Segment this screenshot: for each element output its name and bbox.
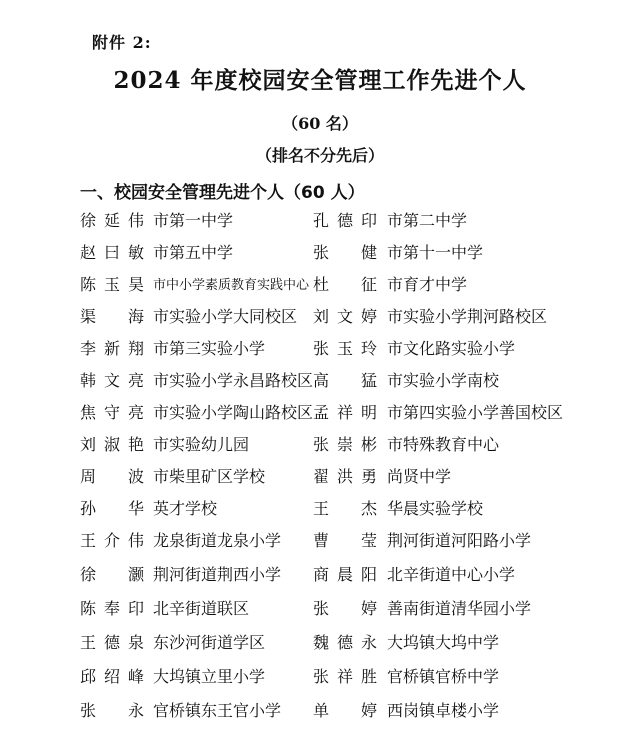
- awardee-school: 市特殊教育中心: [387, 435, 500, 454]
- ranking-note: （排名不分先后）: [255, 146, 384, 165]
- awardee-name: 孟祥明: [313, 403, 377, 422]
- awardee-name: 张祥胜: [313, 667, 377, 686]
- attachment-label: 附件 2:: [92, 33, 152, 52]
- awardee-name: 徐延伟: [80, 211, 144, 230]
- awardee-name: 韩文亮: [80, 371, 144, 390]
- awardee-list: [0, 200, 640, 724]
- awardee-name: 孙 华: [80, 499, 144, 518]
- awardee-row: [0, 328, 640, 360]
- awardee-row: [0, 588, 640, 622]
- awardee-row: [0, 488, 640, 520]
- awardee-row: [0, 296, 640, 328]
- awardee-name: 张 永: [80, 701, 144, 720]
- awardee-name: 魏德永: [313, 633, 377, 652]
- awardee-school: 市实验幼儿园: [153, 435, 250, 454]
- awardee-school: 市实验小学大同校区: [153, 307, 298, 326]
- awardee-name: 王介伟: [80, 531, 144, 550]
- awardee-school: 荆河街道河阳路小学: [387, 531, 532, 550]
- awardee-school: 善南街道清华园小学: [387, 599, 532, 618]
- awardee-school: 大坞镇立里小学: [153, 667, 266, 686]
- awardee-school: 大坞镇大坞中学: [387, 633, 500, 652]
- awardee-school: 市实验小学陶山路校区: [153, 403, 314, 422]
- awardee-name: 王 杰: [313, 499, 377, 518]
- awardee-name: 李新翔: [80, 339, 144, 358]
- awardee-row: [0, 656, 640, 690]
- awardee-row: [0, 360, 640, 392]
- awardee-school: 英才学校: [153, 499, 218, 518]
- awardee-row: [0, 456, 640, 488]
- awardee-school: 市第一中学: [153, 211, 234, 230]
- awardee-name: 渠 海: [80, 307, 144, 326]
- awardee-school: 西岗镇卓楼小学: [387, 701, 500, 720]
- awardee-name: 孔德印: [313, 211, 377, 230]
- awardee-school: 华晨实验学校: [387, 499, 484, 518]
- awardee-row: [0, 622, 640, 656]
- awardee-name: 杜 征: [313, 275, 377, 294]
- awardee-name: 张 婷: [313, 599, 377, 618]
- award-count: （60 名）: [282, 114, 358, 133]
- awardee-name: 徐 灏: [80, 565, 144, 584]
- awardee-row: [0, 690, 640, 724]
- awardee-school: 北辛街道中心小学: [387, 565, 516, 584]
- awardee-name: 刘文婷: [313, 307, 377, 326]
- awardee-name: 赵曰敏: [80, 243, 144, 262]
- awardee-row: [0, 264, 640, 296]
- awardee-school: 市文化路实验小学: [387, 339, 516, 358]
- awardee-row: [0, 554, 640, 588]
- awardee-name: 张崇彬: [313, 435, 377, 454]
- awardee-name: 陈奉印: [80, 599, 144, 618]
- section-heading: 一、校园安全管理先进个人（60 人）: [80, 183, 365, 203]
- awardee-school: 市第五中学: [153, 243, 234, 262]
- awardee-school: 龙泉街道龙泉小学: [153, 531, 282, 550]
- awardee-school: 市实验小学荆河路校区: [387, 307, 548, 326]
- awardee-name: 张 健: [313, 243, 377, 262]
- awardee-school: 市第二中学: [387, 211, 468, 230]
- awardee-school: 市第十一中学: [387, 243, 484, 262]
- awardee-row: [0, 232, 640, 264]
- awardee-school: 东沙河街道学区: [153, 633, 266, 652]
- awardee-name: 邱绍峰: [80, 667, 144, 686]
- awardee-name: 单 婷: [313, 701, 377, 720]
- document-title: 2024 年度校园安全管理工作先进个人: [113, 67, 527, 94]
- awardee-school: 市实验小学永昌路校区: [153, 371, 314, 390]
- awardee-school: 市第三实验小学: [153, 339, 266, 358]
- awardee-name: 商晨阳: [313, 565, 377, 584]
- awardee-name: 陈玉昊: [80, 275, 144, 294]
- awardee-name: 曹 莹: [313, 531, 377, 550]
- awardee-school: 北辛街道联区: [153, 599, 250, 618]
- awardee-school: 市实验小学南校: [387, 371, 500, 390]
- awardee-name: 高 猛: [313, 371, 377, 390]
- awardee-name: 刘淑艳: [80, 435, 144, 454]
- awardee-school: 市第四实验小学善国校区: [387, 403, 564, 422]
- awardee-name: 王德泉: [80, 633, 144, 652]
- awardee-school: 市育才中学: [387, 275, 468, 294]
- awardee-row: [0, 200, 640, 232]
- awardee-school: 官桥镇官桥中学: [387, 667, 500, 686]
- awardee-school: 市中小学素质教育实践中心: [153, 278, 310, 293]
- awardee-name: 张玉玲: [313, 339, 377, 358]
- awardee-school: 市柴里矿区学校: [153, 467, 266, 486]
- awardee-name: 周 波: [80, 467, 144, 486]
- awardee-school: 荆河街道荆西小学: [153, 565, 282, 584]
- awardee-school: 官桥镇东王官小学: [153, 701, 282, 720]
- awardee-school: 尚贤中学: [387, 467, 452, 486]
- awardee-name: 焦守亮: [80, 403, 144, 422]
- awardee-row: [0, 520, 640, 554]
- awardee-row: [0, 424, 640, 456]
- awardee-name: 翟洪勇: [313, 467, 377, 486]
- awardee-row: [0, 392, 640, 424]
